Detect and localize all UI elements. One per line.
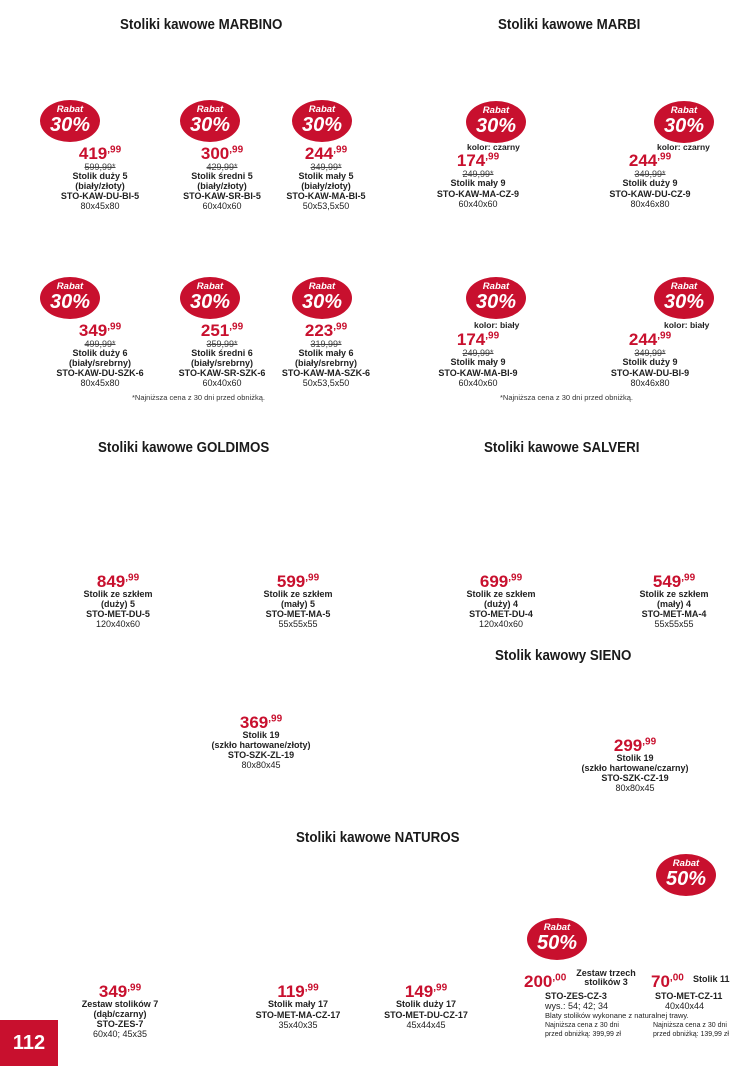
- product-height: wys.: 54; 42; 34: [545, 1001, 609, 1011]
- old-price: 499,99*: [84, 339, 116, 349]
- old-price: 429,99*: [206, 162, 238, 172]
- discount-badge: Rabat 30%: [466, 277, 526, 319]
- price: $699^{,99}$: [479, 572, 523, 591]
- product-code: STO-KAW-DU-SZK-6: [56, 368, 144, 378]
- product-dimensions: 50x53,5x50: [302, 378, 350, 388]
- price: $369^{,99}$: [239, 713, 283, 732]
- product-dimensions: 80x46x80: [630, 198, 670, 209]
- discount-badge: Rabat 30%: [40, 277, 100, 319]
- price: $299^{,99}$: [613, 736, 657, 755]
- table-goldimos-large: [24, 478, 234, 564]
- product-variant: (biały/srebrny): [68, 357, 132, 368]
- footnote: *Najniższa cena z 30 dni przed obniżką.: [132, 393, 265, 402]
- section-title-sieno: Stolik kawowy SIENO: [495, 648, 632, 664]
- table-stolik19-gold: [66, 648, 202, 768]
- product-variant: (biały/złoty): [197, 180, 247, 191]
- product-variant: stolików 3: [584, 977, 628, 987]
- price: $849^{,99}$: [96, 572, 140, 591]
- product-naturos-large17[interactable]: [366, 983, 486, 1030]
- section-title-marbino: Stoliki kawowe MARBINO: [120, 17, 283, 33]
- product-dimensions: 120x40x60: [95, 619, 141, 629]
- product-marbi-small-white[interactable]: [418, 331, 538, 388]
- color-label: kolor: czarny: [467, 142, 520, 152]
- product-name: Stolik średni 6: [191, 348, 253, 358]
- product-code: STO-KAW-SR-SZK-6: [178, 368, 266, 378]
- price: $174^{,99}$: [456, 330, 500, 349]
- product-name: Stolik ze szkłem: [83, 589, 153, 599]
- product-name: Stolik mały 5: [298, 171, 354, 181]
- product-marbino-large-gold[interactable]: [40, 145, 160, 211]
- discount-badge: Rabat 30%: [292, 100, 352, 142]
- product-code: STO-SZK-ZL-19: [227, 750, 295, 760]
- product-variant: (mały) 5: [280, 598, 315, 609]
- product-salveri-small[interactable]: [614, 573, 734, 629]
- product-code: STO-SZK-CZ-19: [601, 773, 669, 783]
- lowest-price-note: Najniższa cena z 30 dni: [653, 1022, 727, 1029]
- table-naturos-set7: [36, 862, 212, 990]
- product-code: STO-MET-MA-4: [641, 609, 707, 619]
- product-variant: (mały) 4: [656, 598, 691, 609]
- lowest-price-note: przed obniżką: 399,99 zł: [545, 1031, 621, 1038]
- product-stolik19-gold[interactable]: [196, 714, 326, 770]
- product-name: Stolik mały 9: [450, 357, 506, 367]
- product-dimensions: 50x53,5x50: [302, 201, 350, 211]
- color-label: kolor: biały: [474, 320, 520, 330]
- section-title-naturos: Stoliki kawowe NATUROS: [296, 830, 460, 846]
- product-variant: (duży) 5: [100, 598, 135, 609]
- product-code: STO-KAW-DU-BI-9: [610, 367, 690, 378]
- table-naturos-small17: [270, 908, 330, 988]
- old-price: 349,99*: [634, 169, 666, 179]
- product-marbino-medium-silver[interactable]: [162, 322, 282, 388]
- product-name: Stolik 11: [693, 974, 730, 984]
- old-price: 599,99*: [84, 162, 116, 172]
- product-code: STO-ZES-7: [96, 1019, 144, 1029]
- table-naturos-large17: [390, 900, 462, 980]
- price: $223^{,99}$: [304, 321, 348, 340]
- discount-badge: Rabat 30%: [654, 277, 714, 319]
- product-name: Stolik 19: [242, 730, 280, 740]
- page-number: 112: [0, 1020, 58, 1066]
- product-marbino-large-silver[interactable]: [40, 322, 160, 388]
- product-marbi-large-white[interactable]: [590, 331, 710, 388]
- price: $349^{,99}$: [98, 982, 142, 1001]
- product-variant: (biały/złoty): [75, 180, 125, 191]
- discount-badge: Rabat 50%: [656, 854, 716, 896]
- product-name: Stolik średni 5: [191, 171, 253, 181]
- section-title-salveri: Stoliki kawowe SALVERI: [484, 440, 640, 456]
- product-dimensions: 40x40x44: [665, 1001, 705, 1011]
- product-dimensions: 45x44x45: [406, 1019, 446, 1030]
- product-code: STO-ZES-CZ-3: [545, 991, 607, 1001]
- discount-badge: Rabat 30%: [292, 277, 352, 319]
- footnote: *Najniższa cena z 30 dni przed obniżką.: [500, 393, 633, 402]
- product-name: Stolik duży 9: [622, 178, 678, 188]
- table-salveri-small: [618, 468, 728, 573]
- product-variant: (szkło hartowane/złoty): [211, 739, 311, 750]
- discount-badge: Rabat 30%: [466, 101, 526, 143]
- product-dimensions: 60x40x60: [458, 377, 498, 388]
- product-material: Blaty stolików wykonane z naturalnej trawy.: [545, 1011, 689, 1020]
- discount-badge: Rabat 30%: [180, 100, 240, 142]
- product-name: Zestaw stolików 7: [81, 999, 159, 1009]
- product-name: Stolik duży 5: [72, 171, 128, 181]
- product-sieno[interactable]: [570, 737, 700, 793]
- price: $599^{,99}$: [276, 572, 320, 591]
- product-dimensions: 60x40x60: [458, 198, 498, 209]
- product-dimensions: 60x40x60: [202, 201, 242, 211]
- product-marbino-medium-gold[interactable]: [162, 145, 282, 211]
- product-code: STO-MET-DU-CZ-17: [384, 1009, 468, 1020]
- product-salveri-large[interactable]: [441, 573, 561, 629]
- product-marbino-small-silver[interactable]: [266, 322, 386, 388]
- old-price: 349,99*: [310, 162, 342, 172]
- product-name: Stolik mały 6: [298, 348, 354, 358]
- product-dimensions: 120x40x60: [478, 619, 524, 629]
- price: $174^{,99}$: [456, 151, 500, 170]
- color-label: kolor: czarny: [657, 142, 710, 152]
- product-code: STO-KAW-MA-BI-9: [438, 367, 518, 378]
- product-code: STO-KAW-DU-BI-5: [60, 191, 140, 201]
- price: $70^{,00}$: [651, 972, 684, 991]
- product-name: Stolik mały 17: [267, 999, 329, 1009]
- product-name: Stolik duży 9: [622, 357, 678, 367]
- table-salveri-large: [398, 478, 608, 564]
- old-price: 249,99*: [462, 169, 494, 179]
- product-name: Stolik 19: [616, 753, 654, 763]
- price: $149^{,99}$: [404, 982, 448, 1001]
- price: $419^{,99}$: [78, 144, 122, 163]
- price: $251^{,99}$: [200, 321, 244, 340]
- discount-badge: Rabat 30%: [40, 100, 100, 142]
- discount-badge: Rabat 50%: [527, 918, 587, 960]
- color-label: kolor: biały: [664, 320, 710, 330]
- discount-badge: Rabat 30%: [180, 277, 240, 319]
- price: $119^{,99}$: [277, 982, 319, 1001]
- product-variant: (biały/srebrny): [190, 357, 254, 368]
- product-goldimos-large[interactable]: [58, 573, 178, 629]
- product-variant: (biały/złoty): [301, 180, 351, 191]
- product-goldimos-small[interactable]: [238, 573, 358, 629]
- product-dimensions: 60x40; 45x35: [92, 1029, 148, 1039]
- product-dimensions: 55x55x55: [654, 619, 694, 629]
- price: $244^{,99}$: [628, 151, 672, 170]
- product-name: Stolik ze szkłem: [263, 589, 333, 599]
- product-name: Stolik duży 17: [395, 999, 457, 1009]
- product-variant: (biały/srebrny): [294, 357, 358, 368]
- table-goldimos-small: [243, 468, 353, 573]
- product-marbi-small-black[interactable]: [418, 152, 538, 209]
- table-naturos-stolik11: [660, 892, 712, 962]
- section-title-goldimos: Stoliki kawowe GOLDIMOS: [98, 440, 270, 456]
- section-title-marbi: Stoliki kawowe MARBI: [498, 17, 641, 33]
- product-code: STO-MET-DU-5: [86, 609, 150, 619]
- product-code: STO-KAW-DU-CZ-9: [609, 188, 691, 199]
- product-name: Stolik mały 9: [450, 178, 506, 188]
- table-sieno-black: [438, 670, 592, 780]
- table-naturos-set3: [542, 869, 602, 925]
- product-dimensions: 55x55x55: [278, 619, 318, 629]
- discount-badge: Rabat 30%: [654, 101, 714, 143]
- lowest-price-note: przed obniżką: 139,99 zł: [653, 1031, 729, 1038]
- product-dimensions: 80x45x80: [80, 201, 120, 211]
- product-dimensions: 80x80x45: [615, 783, 655, 793]
- price: $349^{,99}$: [78, 321, 122, 340]
- price: $244^{,99}$: [628, 330, 672, 349]
- product-code: STO-KAW-SR-BI-5: [183, 191, 261, 201]
- old-price: 349,99*: [634, 348, 666, 358]
- product-variant: (dąb/czarny): [93, 1008, 147, 1019]
- product-code: STO-MET-MA-5: [265, 609, 331, 619]
- product-naturos-set7[interactable]: [60, 983, 180, 1039]
- product-name: Zestaw trzech: [576, 968, 636, 978]
- product-marbi-large-black[interactable]: [590, 152, 710, 209]
- price: $300^{,99}$: [200, 144, 244, 163]
- old-price: 359,99*: [206, 339, 238, 349]
- product-dimensions: 80x46x80: [630, 377, 670, 388]
- product-code: STO-KAW-MA-CZ-9: [436, 188, 520, 199]
- product-marbino-small-gold[interactable]: [266, 145, 386, 211]
- product-dimensions: 80x45x80: [80, 378, 120, 388]
- product-code: STO-MET-CZ-11: [655, 991, 723, 1001]
- old-price: 319,99*: [310, 339, 342, 349]
- product-naturos-small17[interactable]: [238, 983, 358, 1030]
- old-price: 249,99*: [462, 348, 494, 358]
- product-name: Stolik ze szkłem: [466, 589, 536, 599]
- product-code: STO-MET-DU-4: [469, 609, 533, 619]
- price: $244^{,99}$: [304, 144, 348, 163]
- product-code: STO-KAW-MA-BI-5: [286, 191, 366, 201]
- product-dimensions: 80x80x45: [241, 760, 281, 770]
- product-variant: (duży) 4: [483, 598, 518, 609]
- price: $549^{,99}$: [652, 572, 696, 591]
- product-code: STO-MET-MA-CZ-17: [255, 1009, 341, 1020]
- product-dimensions: 35x40x35: [278, 1019, 318, 1030]
- product-dimensions: 60x40x60: [202, 378, 242, 388]
- product-code: STO-KAW-MA-SZK-6: [281, 368, 371, 378]
- product-variant: (szkło hartowane/czarny): [581, 762, 689, 773]
- lowest-price-note: Najniższa cena z 30 dni: [545, 1022, 619, 1029]
- product-name: Stolik ze szkłem: [639, 589, 709, 599]
- price: $200^{,00}$: [524, 972, 567, 991]
- product-name: Stolik duży 6: [72, 348, 128, 358]
